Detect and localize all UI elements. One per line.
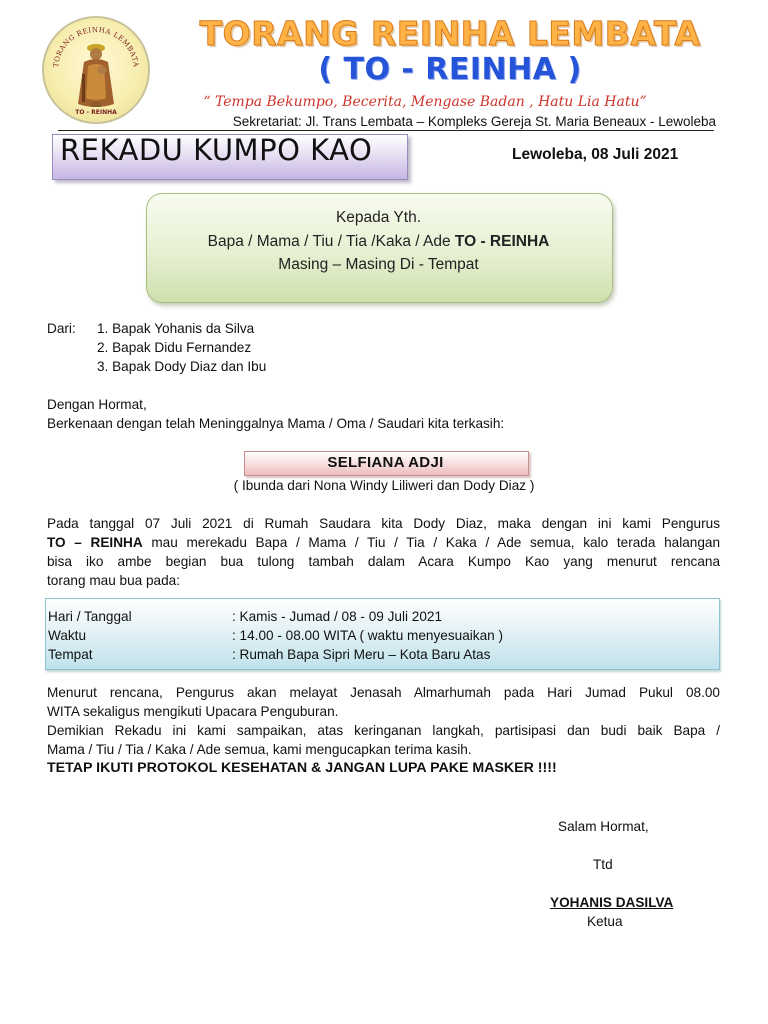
event-time-label: Waktu bbox=[48, 628, 87, 643]
opening-salutation: Dengan Hormat, bbox=[47, 397, 147, 412]
event-date-value: : Kamis - Jumad / 08 - 09 Juli 2021 bbox=[232, 609, 443, 624]
paragraph2-line3: Demikian Rekadu ini kami sampaikan, atas keringanan langkah, partisipasi dan budi baik Bapa / bbox=[47, 723, 720, 738]
paragraph2-line1: Menurut rencana, Pengurus akan melayat Jenasah Almarhumah pada Hari Jumad Pukul 08.00 bbox=[47, 685, 720, 700]
recipient-organization: TO - REINHA bbox=[454, 233, 550, 250]
deceased-relation: ( Ibunda dari Nona Windy Liliweri dan Dody Diaz ) bbox=[233, 478, 535, 493]
logo-text-top: TORANG REINHA LEMBATA bbox=[52, 25, 140, 68]
event-place-value: : Rumah Bapa Sipri Meru – Kota Baru Atas bbox=[232, 647, 491, 662]
signatory-name: YOHANIS DASILVA bbox=[550, 895, 674, 910]
recipient-greeting: Kepada Yth. bbox=[335, 209, 422, 226]
from-item-2: 2. Bapak Didu Fernandez bbox=[97, 340, 252, 355]
deceased-name: SELFIANA ADJI bbox=[327, 454, 444, 471]
signature-mark: Ttd bbox=[593, 857, 613, 872]
health-protocol-warning: TETAP IKUTI PROTOKOL KESEHATAN & JANGAN LUPA PAKE MASKER !!!! bbox=[47, 760, 557, 776]
madonna-emblem-icon bbox=[44, 18, 148, 122]
paragraph1-line3: bisa iko ambe begian bua tulong tambah dalam Acara Kumpo Kao yang menurut rencana bbox=[47, 554, 720, 569]
signatory-role: Ketua bbox=[587, 914, 623, 929]
from-label: Dari: bbox=[47, 321, 76, 336]
paragraph2-line4: Mama / Tiu / Tia / Kaka / Ade semua, kami mengucapkan terima kasih. bbox=[47, 742, 472, 757]
event-time-value: : 14.00 - 08.00 WITA ( waktu menyesuaikan ) bbox=[232, 628, 503, 643]
paragraph2-line2: WITA sekaligus mengikuti Upacara Penguburan. bbox=[47, 704, 339, 719]
closing-salutation: Salam Hormat, bbox=[558, 819, 649, 834]
event-date-label: Hari / Tanggal bbox=[48, 609, 132, 624]
recipient-place: Masing – Masing Di - Tempat bbox=[278, 256, 479, 273]
paragraph1-line2 bbox=[47, 533, 720, 552]
organization-name: TORANG REINHA LEMBATA bbox=[199, 14, 701, 53]
paragraph1-line4: torang mau bua pada: bbox=[47, 573, 181, 588]
organization-motto: “ Tempa Bekumpo, Becerita, Mengase Badan , Hatu Lia Hatu” bbox=[203, 94, 647, 110]
place-date: Lewoleba, 08 Juli 2021 bbox=[512, 146, 679, 163]
document-title: REKADU KUMPO KAO bbox=[60, 133, 373, 167]
from-item-3: 3. Bapak Dody Diaz dan Ibu bbox=[97, 359, 267, 374]
organization-abbreviation: ( TO - REINHA ) bbox=[318, 52, 582, 87]
from-item-1: 1. Bapak Yohanis da Silva bbox=[97, 321, 255, 336]
logo-text-bottom: TO - REINHA bbox=[75, 109, 117, 116]
recipient-addressees bbox=[146, 233, 611, 251]
recipient-addressees-text: Bapa / Mama / Tiu / Tia /Kaka / Ade bbox=[207, 233, 455, 250]
paragraph1-organization: TO – REINHA bbox=[47, 535, 143, 550]
header-divider bbox=[58, 130, 714, 131]
paragraph1-line1: Pada tanggal 07 Juli 2021 di Rumah Saudara kita Dody Diaz, maka dengan ini kami Pengurus bbox=[47, 516, 720, 531]
paragraph1-line2-text: mau merekadu Bapa / Mama / Tiu / Tia / Kaka / Ade semua, kalo terada halangan bbox=[142, 535, 721, 550]
opening-statement: Berkenaan dengan telah Meninggalnya Mama / Oma / Saudari kita terkasih: bbox=[47, 416, 505, 431]
organization-logo bbox=[42, 16, 150, 124]
event-place-label: Tempat bbox=[48, 647, 93, 662]
secretariat-address: Sekretariat: Jl. Trans Lembata – Kompleks Gereja St. Maria Beneaux - Lewoleba bbox=[232, 114, 716, 129]
